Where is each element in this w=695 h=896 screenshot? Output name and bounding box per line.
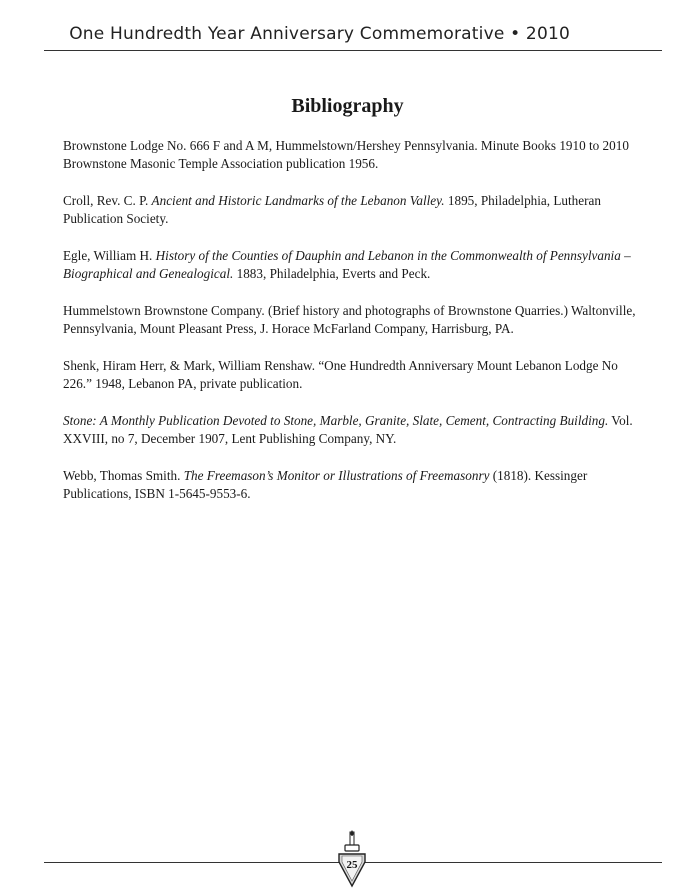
entry-text: Hummelstown Brownstone Company. (Brief history and photographs of Brownstone Quarries.) Waltonville, Pennsylvania, Mount Pleasant Press, J. Horace McFarland Company, Harrisburg, PA. [63, 303, 636, 336]
entry-text: 1895, Philadelphia, Lutheran Publication Society. [63, 193, 601, 226]
entry-text: Shenk, Hiram Herr, & Mark, William Renshaw. “One Hundredth Anniversary Mount Lebanon Lodge No 226.” 1948, Lebanon PA, private publication. [63, 358, 618, 391]
bibliography-entry [63, 192, 638, 228]
entry-text: (1818). Kessinger Publications, ISBN 1-5645-9553-6. [63, 468, 588, 501]
entry-title: Stone: A Monthly Publication Devoted to Stone, Marble, Granite, Slate, Cement, Contracting Building. [63, 413, 609, 428]
entry-text: Croll, Rev. C. P. [63, 193, 152, 208]
bibliography-entry [63, 302, 638, 338]
page-title: Bibliography [291, 95, 404, 117]
entry-title: Ancient and Historic Landmarks of the Lebanon Valley. [151, 193, 445, 208]
bibliography-entry [63, 412, 638, 448]
bibliography-entry [63, 247, 638, 283]
bibliography-entry [63, 357, 638, 393]
running-header: One Hundredth Year Anniversary Commemorative • 2010 [69, 24, 570, 44]
header-rule [44, 50, 662, 51]
footer-emblem [333, 830, 371, 888]
entry-text: Egle, William H. [63, 248, 156, 263]
entry-title: History of the Counties of Dauphin and Lebanon in the Commonwealth of Pennsylvania – Biographical and Genealogical. [63, 248, 631, 281]
entry-text: Brownstone Lodge No. 666 F and A M, Hummelstown/Hershey Pennsylvania. Minute Books 1910 to 2010 Brownstone Masonic Temple Association publication 1956. [63, 138, 629, 171]
page-number: 25 [346, 859, 358, 871]
bibliography-entry [63, 137, 638, 173]
entry-title: The Freemason’s Monitor or Illustrations of Freemasonry [183, 468, 490, 483]
bibliography-list [63, 137, 638, 522]
entry-text: Vol. XXVIII, no 7, December 1907, Lent Publishing Company, NY. [63, 413, 633, 446]
bibliography-entry [63, 467, 638, 503]
entry-text: Webb, Thomas Smith. [63, 468, 184, 483]
entry-text: 1883, Philadelphia, Everts and Peck. [233, 266, 431, 281]
